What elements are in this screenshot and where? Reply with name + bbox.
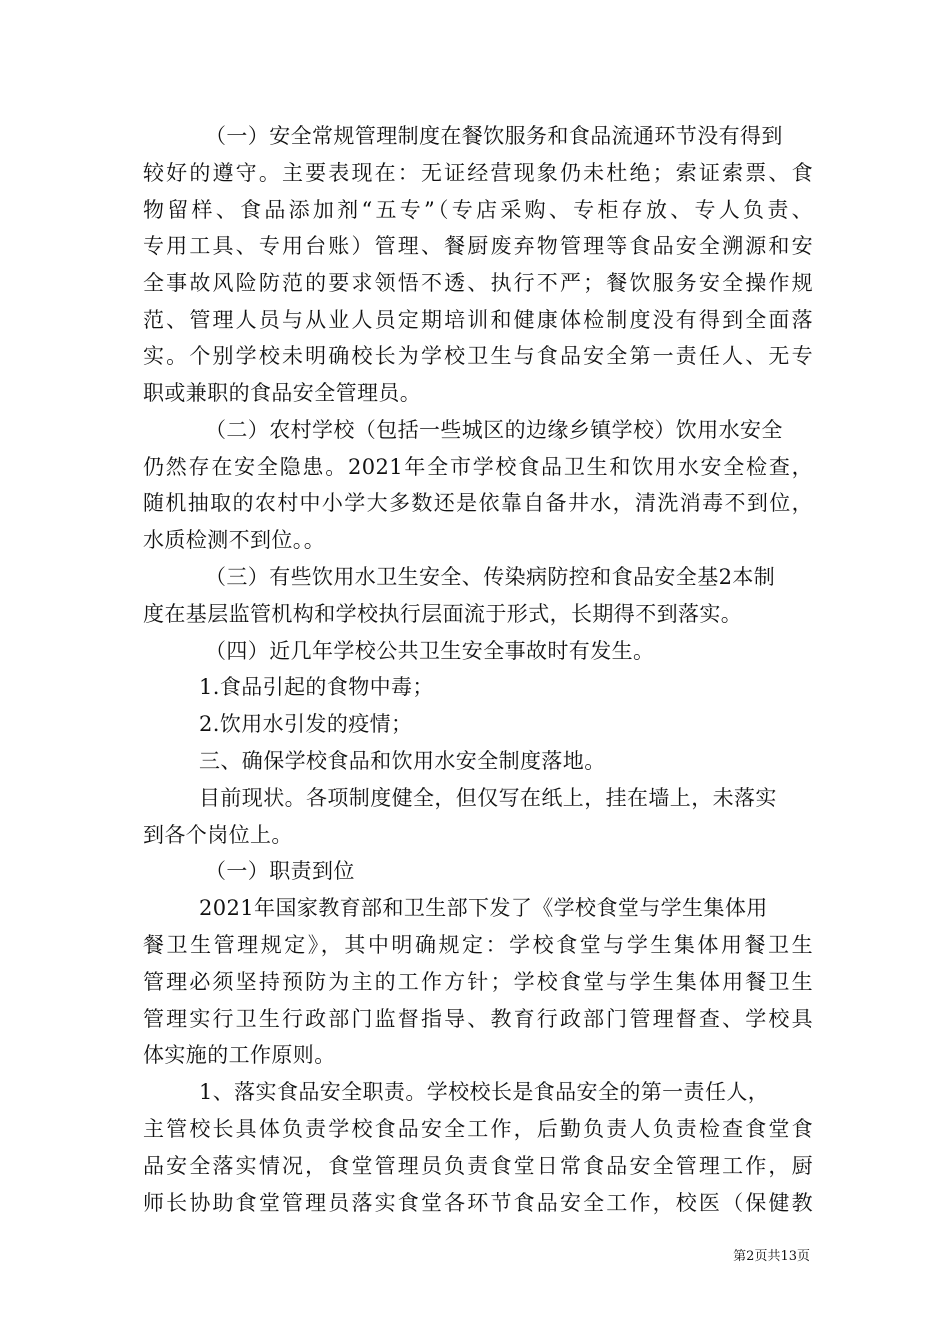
paragraph-line: 管理实行卫生行政部门监督指导、教育行政部门管理督查、学校具 [143,1007,813,1031]
paragraph-line: 实。个别学校未明确校长为学校卫生与食品安全第一责任人、无专 [143,344,813,368]
paragraph-line: 目前现状。各项制度健全，但仅写在纸上，挂在墙上，未落实 [199,786,777,810]
paragraph-line: 2021年国家教育部和卫生部下发了《学校食堂与学生集体用 [199,896,768,920]
paragraph-line: 范、管理人员与从业人员定期培训和健康体检制度没有得到全面落 [143,308,813,332]
paragraph-line: 师长协助食堂管理员落实食堂各环节食品安全工作，校医（保健教 [143,1191,813,1215]
paragraph-line: 水质检测不到位。。 [143,528,326,552]
paragraph-line: （二）农村学校（包括一些城区的边缘乡镇学校）饮用水安全 [205,418,783,442]
page-number-footer: 第2页共13页 [733,1249,810,1264]
paragraph-line: 管理必须坚持预防为主的工作方针；学校食堂与学生集体用餐卫生 [143,970,813,994]
paragraph-line: 度在基层监管机构和学校执行层面流于形式，长期得不到落实。 [143,602,743,626]
paragraph-line: 职或兼职的食品安全管理员。 [143,381,422,405]
paragraph-line: （一）安全常规管理制度在餐饮服务和食品流通环节没有得到 [205,124,783,148]
paragraph-line: 品安全落实情况，食堂管理员负责食堂日常食品安全管理工作，厨 [143,1154,813,1178]
section-heading: 三、确保学校食品和饮用水安全制度落地。 [199,749,606,773]
paragraph-line: （三）有些饮用水卫生安全、传染病防控和食品安全基2本制 [205,565,776,589]
paragraph-line: 仍然存在安全隐患。2021年全市学校食品卫生和饮用水安全检查， [143,455,813,479]
paragraph-line: 全事故风险防范的要求领悟不透、执行不严；餐饮服务安全操作规 [143,271,813,295]
paragraph-line: （四）近几年学校公共卫生安全事故时有发生。 [205,639,655,663]
list-item: 1.食品引起的食物中毒； [199,675,434,699]
subsection-heading: （一）职责到位 [205,859,355,883]
paragraph-line: 餐卫生管理规定》，其中明确规定：学校食堂与学生集体用餐卫生 [143,933,813,957]
paragraph-line: 体实施的工作原则。 [143,1043,336,1067]
list-item: 2.饮用水引发的疫情； [199,712,413,736]
paragraph-line: 较好的遵守。主要表现在：无证经营现象仍未杜绝；索证索票、食 [143,161,813,185]
paragraph-line: 主管校长具体负责学校食品安全工作，后勤负责人负责检查食堂食 [143,1117,813,1141]
paragraph-line: 物留样、食品添加剂“五专”（专店采购、专柜存放、专人负责、 [143,198,813,222]
paragraph-line: 1、落实食品安全职责。学校校长是食品安全的第一责任人， [199,1080,770,1104]
paragraph-line: 到各个岗位上。 [143,823,293,847]
paragraph-line: 专用工具、专用台账）管理、餐厨废弃物管理等食品安全溯源和安 [143,234,813,258]
paragraph-line: 随机抽取的农村中小学大多数还是依靠自备井水，清洗消毒不到位， [143,491,813,515]
